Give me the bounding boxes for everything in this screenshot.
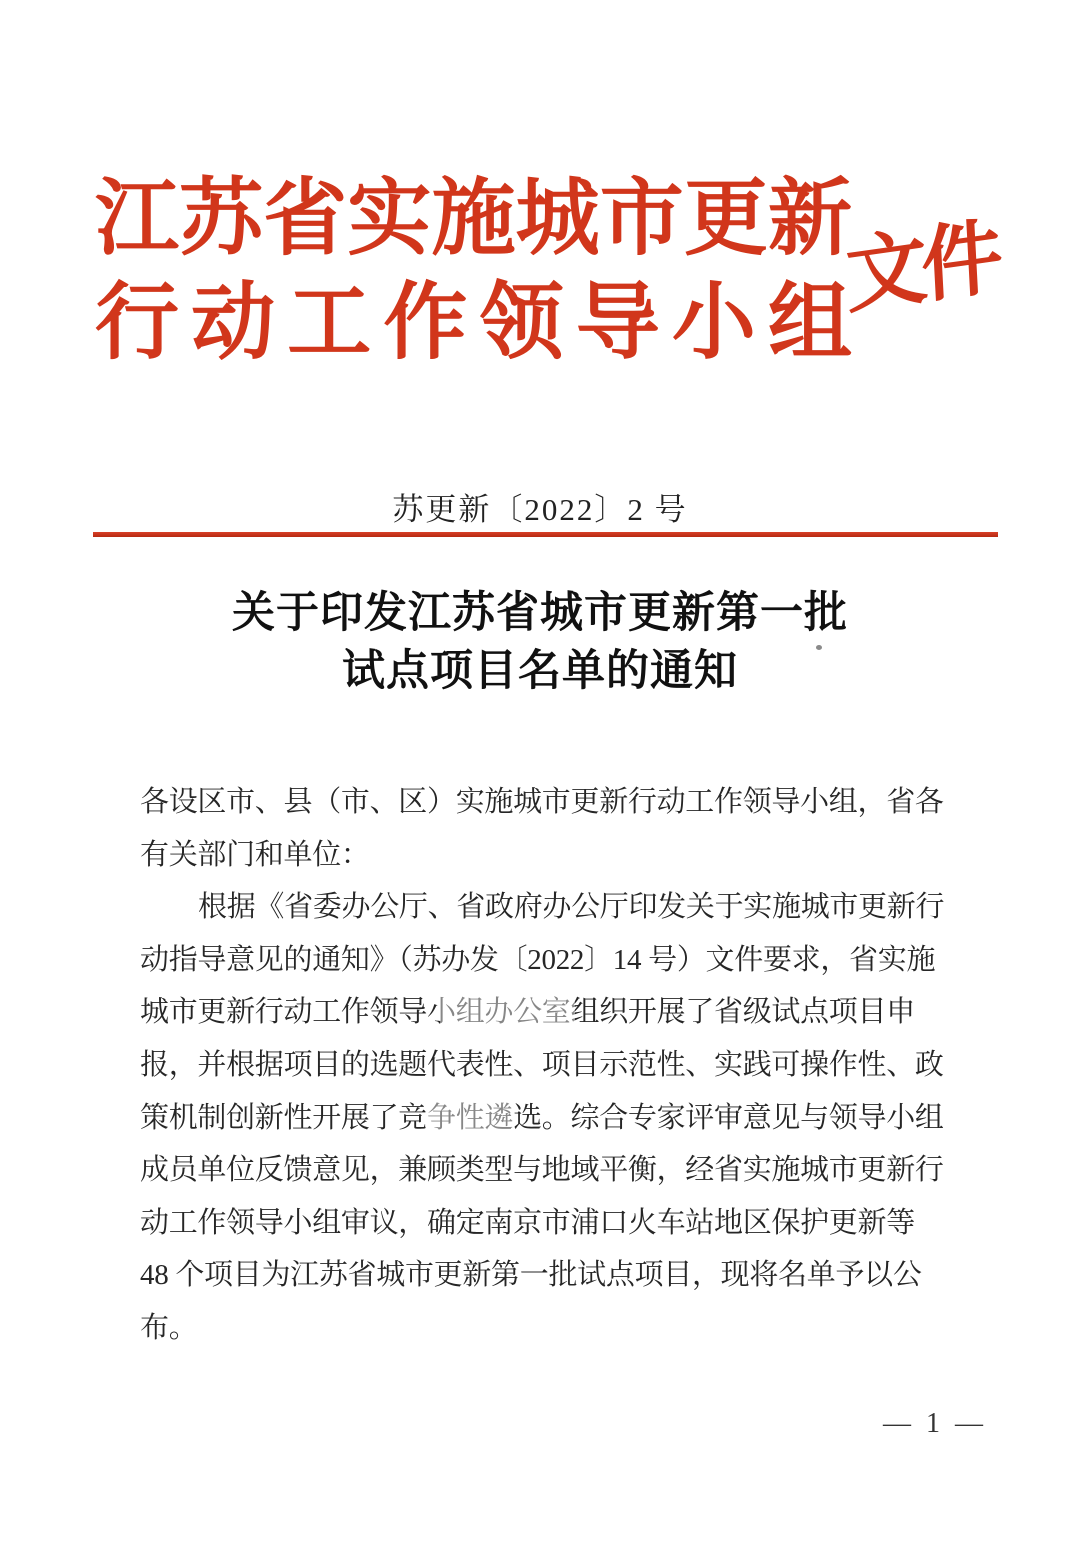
letterhead xyxy=(95,168,852,376)
red-separator-line xyxy=(93,532,998,537)
body-line: 动工作领导小组审议，确定南京市浦口火车站地区保护更新等 xyxy=(140,1206,915,1239)
body-line: 动指导意见的通知》（苏办发〔2022〕14 号）文件要求，省实施 xyxy=(140,943,936,976)
body-line: 根据《省委办公厅、省政府办公厅印发关于实施城市更新行 xyxy=(198,891,945,924)
body-line: 48 个项目为江苏省城市更新第一批试点项目，现将名单予以公 xyxy=(140,1259,922,1292)
letterhead-org-line2: 行动工作领导小组 xyxy=(95,277,852,370)
letterhead-document-label: 文件 xyxy=(843,211,1000,324)
document-title-line2: 试点项目名单的通知 xyxy=(342,648,738,695)
body-line: 城市更新行动工作领导小组办公室组织开展了省级试点项目申 xyxy=(140,996,915,1029)
body-line: 有关部门和单位： xyxy=(140,838,370,871)
document-title xyxy=(0,585,1080,701)
scan-artifact-dot xyxy=(816,645,822,650)
document-number: 苏更新〔2022〕2 号 xyxy=(392,492,688,527)
body-line: 布。 xyxy=(140,1311,198,1344)
body-line: 各设区市、县（市、区）实施城市更新行动工作领导小组，省各 xyxy=(140,786,944,818)
document-body xyxy=(140,776,985,1355)
body-line: 成员单位反馈意见，兼顾类型与地域平衡，经省实施城市更新行 xyxy=(140,1154,944,1187)
document-title-line1: 关于印发江苏省城市更新第一批 xyxy=(232,590,848,637)
letterhead-org-line1: 江苏省实施城市更新 xyxy=(95,173,852,266)
body-line: 策机制创新性开展了竞争性遴选。综合专家评审意见与领导小组 xyxy=(140,1101,944,1134)
body-line: 报，并根据项目的选题代表性、项目示范性、实践可操作性、政 xyxy=(140,1048,944,1081)
page-number: — 1 — xyxy=(883,1408,987,1439)
